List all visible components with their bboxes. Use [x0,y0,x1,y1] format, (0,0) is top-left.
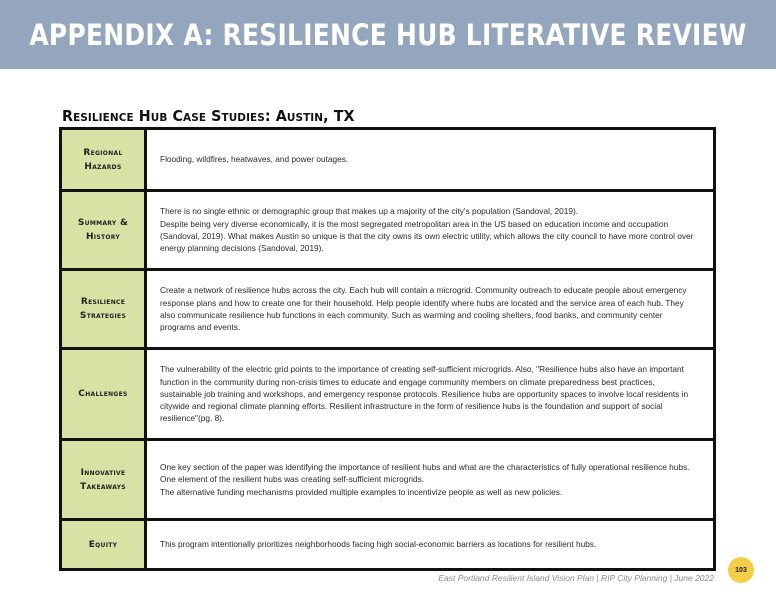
row-label-line: Summary & [77,218,129,228]
row-label-line: Innovative [80,467,126,478]
row-label [62,521,147,568]
row-label-line: Regional [83,147,123,158]
section-title: Resilience Hub Case Studies: Austin, TX [62,107,355,125]
page-number-badge: 103 [728,557,754,583]
row-label [62,192,147,268]
row-paragraph: The alternative funding mechanisms provided multiple examples to incentivize people as well as new policies. [160,486,563,497]
row-paragraph: The vulnerability of the electric grid points to the importance of creating self-sufficient microgrids. Also, "Resilience hubs also have an important function in the community during non-crisis times to educate and engage community members on climate preparedness best practices, sustainable job training and workshops, and emergency response protocols. Resilience hubs are opportunity spaces to involve local residents in citywide and regional climate planning efforts. Resilient infrastructure in the form of resilience hubs is the foundation and support of social resilience"(pg. 8). [160,364,689,424]
table-row-innovative-takeaways [62,438,713,518]
row-content [147,192,713,268]
row-paragraph: Create a network of resilience hubs across the city. Each hub will contain a microgrid. Community outreach to educate people about emergency response plans and how to create one for their household. Help people identify where hubs are located and the service area of each hub. They also communicate resilience hub functions in each community. Such as warming and cooling shelters, food banks, and community center programs and events. [160,285,687,333]
row-paragraph: One key section of the paper was identifying the importance of resilient hubs and what are the characteristics of fully operational resilience hubs. One element of the resilient hubs was creating self-sufficient microgrids. [160,462,690,485]
row-label [62,130,147,189]
row-label-line: History [85,232,120,242]
row-paragraph: Despite being very diverse economically, it is the most segregated metropolitan area in the US based on education income and occupation (Sandoval, 2019). What makes Austin so unique is that the city owns its own electric utility, which allows the city council to have more control over energy planning decisions (Sandoval, 2019). [160,218,694,254]
table-row-resilience-strategies [62,268,713,347]
row-content [147,271,713,347]
row-label-line: Hazards [84,161,122,172]
row-label [62,271,147,347]
row-label-line: Strategies [79,311,127,321]
row-content [147,130,713,189]
row-label-line: Challenges [78,389,128,399]
row-paragraph: Flooding, wildfires, heatwaves, and power outages. [160,154,349,165]
page-title: APPENDIX A: RESILIENCE HUB LITERATIVE REVIEW [29,17,747,52]
table-row-regional-hazards [62,130,713,189]
row-label [62,441,147,518]
table-row-summary-history [62,189,713,268]
row-content [147,441,713,518]
table-row-equity [62,518,713,568]
row-label-line: Takeaways [80,481,126,492]
row-label-line: Resilience [80,297,126,307]
footer-text: East Portland Resilient Island Vision Plan | RIP City Planning | June 2022 [438,573,714,583]
row-content [147,521,713,568]
row-paragraph: There is no single ethnic or demographic group that makes up a majority of the city's population (Sandoval, 2019). [160,206,579,217]
row-label [62,350,147,438]
row-paragraph: This program intentionally prioritizes neighborhoods facing high social-economic barriers as locations for resilient hubs. [160,539,597,550]
case-study-table [59,127,716,571]
header-banner [0,0,776,69]
table-row-challenges [62,347,713,438]
row-content [147,350,713,438]
row-label-line: Equity [88,539,118,550]
